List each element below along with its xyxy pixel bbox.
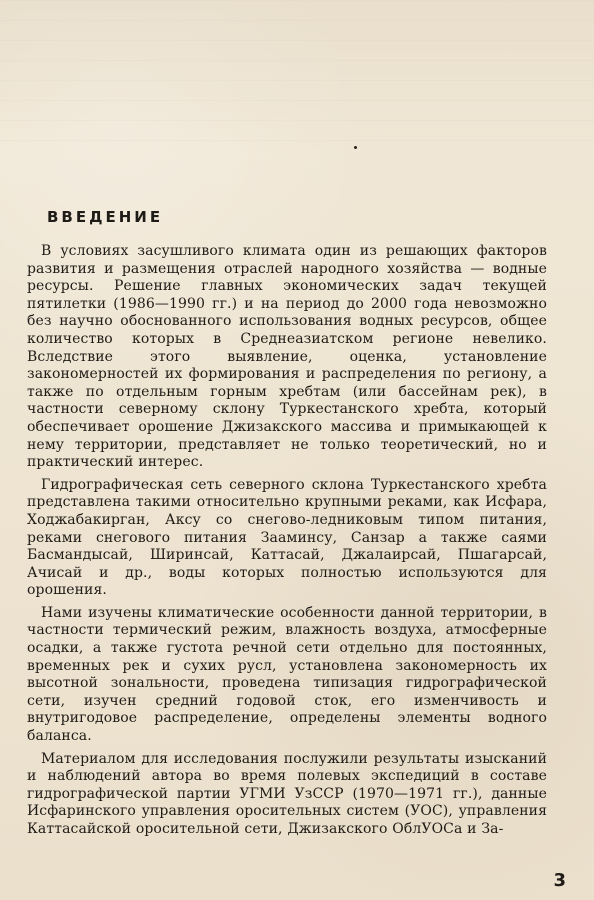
page-number: 3 [553, 870, 566, 891]
paragraph-3: Нами изучены климатические особенности данной территории, в частности термический режим, влажность воздуха, атмосферные осадки, а также густота речной сети отдельно для постоянных, временных рек и сухих русл, установлена закономерность их высотной зональности, проведена типизация гидрографической сети, изучен средний годовой сток, его изменчивость и внутригодовое распределение, определены элементы водного баланса. [27, 604, 547, 745]
paragraph-2: Гидрографическая сеть северного склона Туркестанского хребта представлена такими относительно крупными реками, как Исфара, Ходжабакирган, Аксу со снегово-ледниковым типом питания, реками снегового питания Зааминсу, Санзар а также саями Басмандысай, Ширинсай, Каттасай, Джалаирсай, Пшагарсай, Ачисай и др., воды которых полностью используются для орошения. [27, 476, 547, 599]
chapter-heading: ВВЕДЕНИЕ [47, 208, 164, 226]
paragraph-4: Материалом для исследования послужили результаты изысканий и наблюдений автора во время полевых экспедиций в составе гидрографической партии УГМИ УзССР (1970—1971 гг.), данные Исфаринского управления оросительных систем (УОС), управления Каттасайской оросительной сети, Джизакского ОблУОСа и За- [27, 750, 547, 837]
body-text [27, 243, 547, 839]
paragraph-1: В условиях засушливого климата один из решающих факторов развития и размещения отраслей народного хозяйства — водные ресурсы. Решение главных экономических задач текущей пятилетки (1986—1990 гг.) и на период до 2000 года невозможно без научно обоснованного использования водных ресурсов, общее количество которых в Среднеазиатском регионе невелико. Вследствие этого выявление, оценка, установление закономерностей их формирования и распределения по региону, а также по отдельным горным хребтам (или бассейнам рек), в частности северному склону Туркестанского хребта, который обеспечивает орошение Джизакского массива и примыкающей к нему территории, представляет не только теоретический, но и практический интерес. [27, 243, 547, 471]
scan-dot-mark [354, 146, 357, 149]
scan-background-shadow [0, 0, 594, 150]
